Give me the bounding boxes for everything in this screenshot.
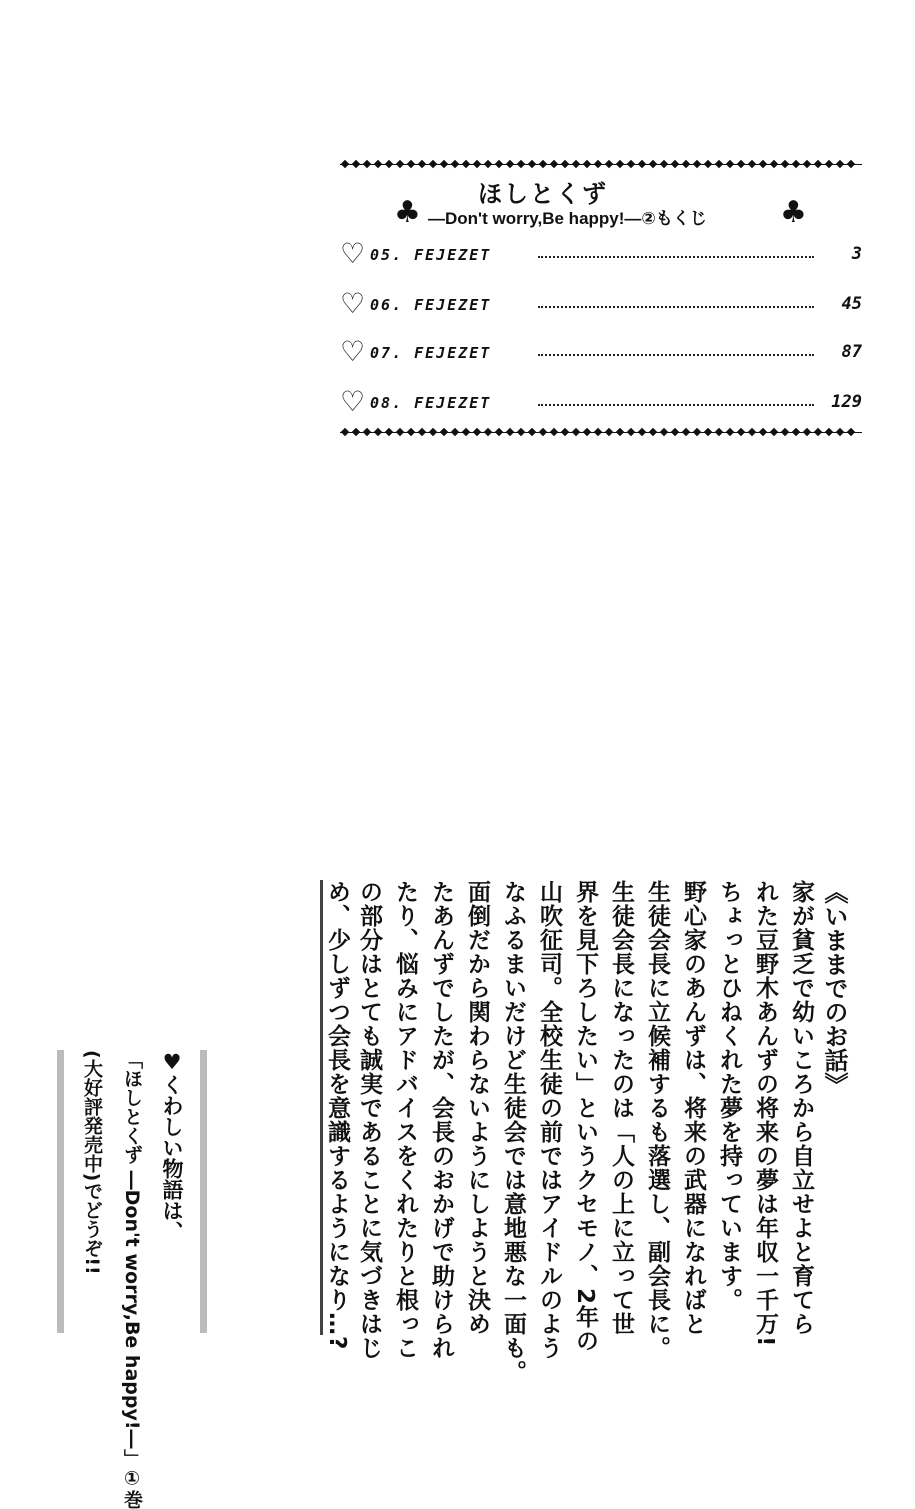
divider-dot: [495, 160, 503, 168]
dot-leader: [538, 354, 814, 356]
page-number: 87: [841, 342, 862, 362]
chapter-label: 06. FEJEZET: [370, 296, 492, 314]
promo-line: ♥くわしい物語は、: [160, 1050, 184, 1242]
toc-entry[interactable]: [340, 237, 862, 274]
divider-dot: [781, 428, 789, 436]
divider-dot: [627, 160, 635, 168]
divider-dot: [770, 428, 778, 436]
divider-dot: [407, 428, 415, 436]
story-line: 生徒会長に立候補するも落選し、副会長に。: [644, 880, 670, 1360]
club-icon: ♣: [394, 195, 421, 230]
divider-dot: [583, 428, 591, 436]
story-line: 界を見下ろしたい」というクセモノ、2年の: [572, 880, 598, 1354]
divider-dot: [693, 428, 701, 436]
promo-line: (大好評発売中)でどうぞ!!: [81, 1050, 103, 1275]
divider-dot: [385, 160, 393, 168]
story-line: たあんずでしたが、会長のおかげで助けられ: [428, 880, 454, 1360]
divider-dot: [517, 160, 525, 168]
divider-dot: [341, 160, 349, 168]
divider-dot: [374, 160, 382, 168]
divider-dot: [682, 428, 690, 436]
divider-dot: [616, 428, 624, 436]
divider-dot: [825, 160, 833, 168]
divider-dot: [726, 160, 734, 168]
story-line: 生徒会長になったのは「人の上に立って世: [608, 880, 634, 1336]
divider-dot: [671, 160, 679, 168]
page-number: 45: [841, 294, 862, 314]
divider-dot: [528, 160, 536, 168]
divider-dot: [847, 428, 855, 436]
divider-dot: [528, 428, 536, 436]
divider-dot: [506, 428, 514, 436]
divider-dot: [561, 160, 569, 168]
divider-dot: [638, 160, 646, 168]
bottom-divider: [340, 428, 862, 437]
divider-dot: [825, 428, 833, 436]
divider-dot: [473, 160, 481, 168]
divider-dot: [748, 160, 756, 168]
divider-dot: [814, 428, 822, 436]
divider-dot: [792, 160, 800, 168]
divider-dot: [451, 428, 459, 436]
divider-dot: [352, 428, 360, 436]
table-of-contents: [340, 160, 862, 440]
story-summary: [320, 880, 860, 1384]
divider-dot: [671, 428, 679, 436]
chapter-label: 08. FEJEZET: [370, 394, 492, 412]
divider-dot: [627, 428, 635, 436]
divider-dot: [814, 160, 822, 168]
toc-entry[interactable]: [340, 335, 862, 372]
divider-dot: [715, 428, 723, 436]
divider-dot: [396, 428, 404, 436]
chapter-label: 07. FEJEZET: [370, 344, 492, 362]
divider-dot: [682, 160, 690, 168]
divider-dot: [616, 160, 624, 168]
divider-dot: [847, 160, 855, 168]
divider-dot: [726, 428, 734, 436]
divider-dot: [836, 428, 844, 436]
divider-dot: [715, 160, 723, 168]
heart-icon: ♡: [340, 385, 366, 418]
heart-icon: ♡: [340, 287, 366, 320]
divider-dot: [704, 160, 712, 168]
divider-dot: [550, 428, 558, 436]
divider-dot: [781, 160, 789, 168]
page-number: 129: [831, 392, 862, 412]
divider-dot: [517, 428, 525, 436]
story-line: れた豆野木あんずの将来の夢は年収一千万!: [752, 880, 778, 1348]
divider-dot: [363, 428, 371, 436]
subtitle-english: ―Don't worry,Be happy!―: [428, 209, 642, 228]
divider-dot: [440, 428, 448, 436]
divider-dot: [572, 428, 580, 436]
story-line: 面倒だから関わらないようにしようと決め: [464, 880, 490, 1336]
divider-dot: [418, 428, 426, 436]
divider-dot: [803, 160, 811, 168]
divider-dot: [418, 160, 426, 168]
divider-dot: [693, 160, 701, 168]
divider-dot: [462, 428, 470, 436]
club-icon: ♣: [780, 195, 807, 230]
divider-dot: [484, 428, 492, 436]
divider-dot: [704, 428, 712, 436]
divider-dot: [803, 428, 811, 436]
divider-dot: [649, 428, 657, 436]
divider-dot: [506, 160, 514, 168]
divider-dot: [396, 160, 404, 168]
divider-dot: [572, 160, 580, 168]
series-subtitle: [428, 204, 707, 229]
divider-dot: [374, 428, 382, 436]
heart-icon: ♡: [340, 335, 366, 368]
divider-dot: [407, 160, 415, 168]
divider-dot: [594, 428, 602, 436]
divider-dot: [473, 428, 481, 436]
divider-dot: [385, 428, 393, 436]
divider-dot: [836, 160, 844, 168]
divider-dot: [792, 428, 800, 436]
page-number: 3: [851, 244, 862, 264]
promo-right-rule: [200, 1050, 207, 1333]
divider-dot: [770, 160, 778, 168]
divider-dot: [759, 160, 767, 168]
divider-dot: [352, 160, 360, 168]
divider-dot: [649, 160, 657, 168]
divider-dot: [605, 428, 613, 436]
story-line: 家が貧乏で幼いころから自立せよと育てら: [788, 880, 814, 1336]
toc-title-block: [340, 174, 862, 230]
divider-dot: [539, 428, 547, 436]
divider-dot: [737, 160, 745, 168]
divider-dot: [660, 160, 668, 168]
story-line: の部分はとても誠実であることに気づきはじ: [356, 880, 382, 1360]
toc-entry[interactable]: [340, 385, 862, 422]
divider-dot: [341, 428, 349, 436]
promo-left-rule: [57, 1050, 64, 1333]
divider-dot: [737, 428, 745, 436]
divider-dot: [660, 428, 668, 436]
heart-icon: ♡: [340, 237, 366, 270]
dot-leader: [538, 306, 814, 308]
story-line: 山吹征司。全校生徒の前ではアイドルのよう: [536, 880, 562, 1360]
divider-dot: [539, 160, 547, 168]
story-line: なふるまいだけど生徒会では意地悪な一面も。: [500, 880, 526, 1384]
toc-entry[interactable]: [340, 287, 862, 324]
divider-dot: [759, 428, 767, 436]
divider-dot: [594, 160, 602, 168]
story-line: め、少しずつ会長を意識するようになり…?: [324, 880, 350, 1351]
dot-leader: [538, 404, 814, 406]
divider-dot: [561, 428, 569, 436]
divider-dot: [748, 428, 756, 436]
divider-dot: [583, 160, 591, 168]
divider-dot: [495, 428, 503, 436]
top-divider: [340, 160, 862, 169]
divider-dot: [605, 160, 613, 168]
divider-dot: [550, 160, 558, 168]
story-line: ちょっとひねくれた夢を持っています。: [716, 880, 742, 1312]
divider-dot: [440, 160, 448, 168]
series-title: ほしとくず: [478, 180, 608, 208]
divider-dot: [451, 160, 459, 168]
dot-leader: [538, 256, 814, 258]
story-header: 《いままでのお話》: [820, 880, 848, 1096]
divider-dot: [462, 160, 470, 168]
story-line: たり、悩みにアドバイスをくれたりと根っこ: [392, 880, 418, 1360]
divider-dot: [638, 428, 646, 436]
divider-dot: [484, 160, 492, 168]
story-line: 野心家のあんずは、将来の武器になればと: [680, 880, 706, 1336]
divider-dot: [363, 160, 371, 168]
volume-contents-label: ②もくじ: [641, 209, 707, 229]
divider-dot: [429, 160, 437, 168]
chapter-label: 05. FEJEZET: [370, 246, 492, 264]
divider-dot: [429, 428, 437, 436]
promo-line: 「ほしとくず ―Don't worry,Be happy!―」①巻: [121, 1050, 143, 1509]
